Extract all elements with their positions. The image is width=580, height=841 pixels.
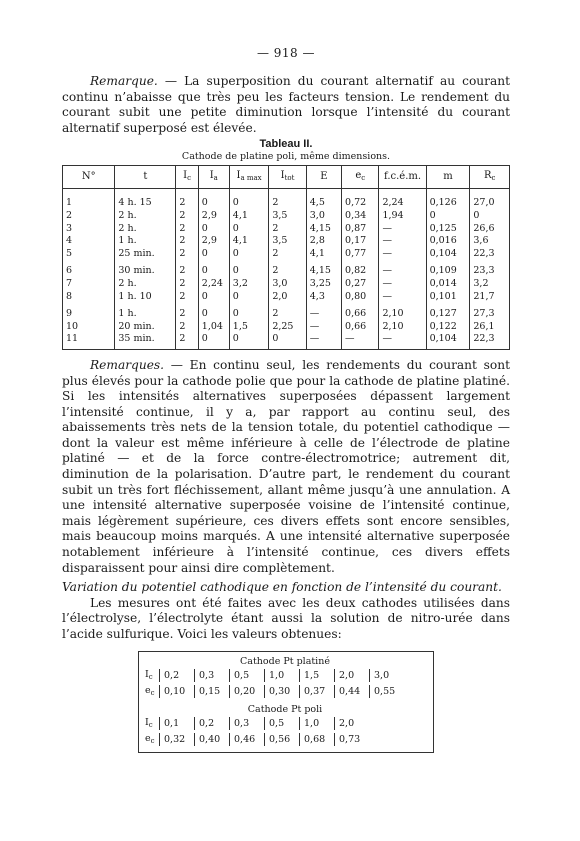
table-cell: 23,3: [470, 260, 510, 278]
table-cell: 4,1: [229, 235, 269, 248]
table-cell: 2: [176, 291, 198, 304]
ec-caption-poli: Cathode Pt poli: [247, 703, 323, 715]
table-cell: 0: [198, 260, 229, 278]
table-row: [63, 303, 510, 321]
table-cell: —: [379, 333, 426, 349]
table-cell: 2: [269, 223, 306, 236]
table-cell: 3,5: [269, 210, 306, 223]
ec-value: 0,68: [299, 733, 334, 746]
table-cell: 2: [176, 223, 198, 236]
table-cell: 26,6: [470, 223, 510, 236]
remark-label: Remarque.: [90, 74, 158, 88]
table-cell: 0,27: [342, 278, 379, 291]
table-cell: 0,72: [342, 189, 379, 210]
ec-value: 1,0: [299, 717, 334, 730]
table-cell: 0,125: [426, 223, 470, 236]
table-cell: 0,87: [342, 223, 379, 236]
table-cell: 0,104: [426, 248, 470, 261]
table-cell: 21,7: [470, 291, 510, 304]
table-cell: 26,1: [470, 321, 510, 334]
remarks-text: — En continu seul, les rendements du courant sont plus élevés pour la cathode polie que pour la cathode de platine platiné. Si les intensités alternatives superposées dépassent largement l’intensité continue, il y a, par rapport au continu seul, des abaissements très nets de la tension totale, du potentiel cathodique — dont la valeur est même inférieure à celle de l’électrode de platine platiné — et de la force contre-électromotrice; autrement dit, diminution de la polarisation. D’autre part, le rendement du courant subit un très fort fléchissement, allant même jusqu’à une annulation. A une intensité alternative superposée voisine de l’intensité continue, mais légèrement supérieure, ces divers effets sont encore sensibles, mais beaucoup moins marqués. A une intensité alternative superposée notablement inférieure à l’intensité continue, ces divers effets disparaissent pour ainsi dire complètement.: [62, 357, 510, 575]
table-cell: 2,9: [198, 235, 229, 248]
table-cell: 2: [269, 260, 306, 278]
table-row: [63, 260, 510, 278]
table-cell: 3,5: [269, 235, 306, 248]
table-2: [62, 165, 510, 350]
table-cell: 20 min.: [115, 321, 176, 334]
table-cell: 2 h.: [115, 223, 176, 236]
table-row: [63, 210, 510, 223]
col-header-itot: $I_{tot}$: [269, 166, 306, 189]
page: [62, 46, 510, 753]
table-cell: 2: [269, 303, 306, 321]
table-cell: —: [379, 260, 426, 278]
ec-label-ic: $I_c$: [145, 668, 153, 681]
ec-label-ec: $e_c$: [145, 684, 155, 697]
table-cell: 3,25: [306, 278, 341, 291]
table-cell: 2,24: [379, 189, 426, 210]
table-cell: 2: [176, 333, 198, 349]
table-cell: 4,15: [306, 223, 341, 236]
table-row: [63, 291, 510, 304]
table-cell: 2 h.: [115, 210, 176, 223]
table-cell: 2: [176, 189, 198, 210]
table-cell: 2: [63, 210, 115, 223]
table-cell: 0: [229, 260, 269, 278]
table-cell: 0,34: [342, 210, 379, 223]
col-header-ia: $I_a$: [198, 166, 229, 189]
table-cell: 2,25: [269, 321, 306, 334]
col-header-ic: $I_c$: [176, 166, 198, 189]
table-cell: 0,66: [342, 303, 379, 321]
table-cell: 4,1: [229, 210, 269, 223]
table-cell: 2: [176, 260, 198, 278]
table-cell: 2: [269, 248, 306, 261]
ec-value: 2,0: [334, 669, 369, 682]
table-cell: —: [379, 248, 426, 261]
table-cell: 1,04: [198, 321, 229, 334]
col-header-e: E: [306, 166, 341, 189]
table-cell: 1 h.: [115, 235, 176, 248]
table-cell: 3,2: [470, 278, 510, 291]
table-cell: 0: [426, 210, 470, 223]
table-row: [63, 321, 510, 334]
table-header-row: [63, 166, 510, 189]
table-cell: 1: [63, 189, 115, 210]
table-cell: 1 h.: [115, 303, 176, 321]
table-row: [63, 189, 510, 210]
col-header-fcem: f.c.é.m.: [379, 166, 426, 189]
table-cell: 35 min.: [115, 333, 176, 349]
ec-value: 0,5: [264, 717, 299, 730]
ec-value: 0,3: [194, 669, 229, 682]
table-cell: 0,014: [426, 278, 470, 291]
ec-value: 0,46: [229, 733, 264, 746]
table-cell: 4 h. 15: [115, 189, 176, 210]
table-cell: 0: [229, 189, 269, 210]
table-cell: 0,109: [426, 260, 470, 278]
table-cell: 0,17: [342, 235, 379, 248]
table-caption: Cathode de platine poli, même dimensions.: [181, 151, 391, 163]
table-cell: 4: [63, 235, 115, 248]
table-cell: 2: [176, 210, 198, 223]
ec-value: 0,32: [159, 733, 194, 746]
ec-label-ec: $e_c$: [145, 732, 155, 745]
table-cell: —: [379, 235, 426, 248]
table-cell: 5: [63, 248, 115, 261]
ec-value: 0,1: [159, 717, 194, 730]
ec-label-ic: $I_c$: [145, 716, 153, 729]
table-cell: 27,0: [470, 189, 510, 210]
table-cell: —: [306, 303, 341, 321]
table-row: [63, 333, 510, 349]
table-cell: 3,2: [229, 278, 269, 291]
table-cell: 0: [198, 291, 229, 304]
table-cell: 0: [198, 223, 229, 236]
ec-row-poli-ec: [145, 732, 425, 748]
table-cell: 2,8: [306, 235, 341, 248]
table-body: [63, 189, 510, 350]
table-cell: —: [306, 321, 341, 334]
table-cell: 8: [63, 291, 115, 304]
page-number: — 918 —: [256, 46, 316, 60]
ec-value: 0,15: [194, 685, 229, 698]
table-cell: —: [379, 223, 426, 236]
table-cell: 0: [229, 223, 269, 236]
ec-value: 0,55: [369, 685, 404, 698]
ec-value: 0,73: [334, 733, 369, 746]
remark-paragraph-1: [62, 74, 510, 136]
table-cell: 4,3: [306, 291, 341, 304]
table-cell: 2,10: [379, 321, 426, 334]
table-row: [63, 248, 510, 261]
table-cell: 0,104: [426, 333, 470, 349]
table-cell: 0,016: [426, 235, 470, 248]
table-cell: 4,5: [306, 189, 341, 210]
table-cell: 0: [229, 291, 269, 304]
ec-value: 1,0: [264, 669, 299, 682]
table-cell: 0,77: [342, 248, 379, 261]
table-cell: 22,3: [470, 248, 510, 261]
table-cell: 2: [176, 321, 198, 334]
table-cell: 0,127: [426, 303, 470, 321]
table-cell: 2: [176, 248, 198, 261]
table-cell: 9: [63, 303, 115, 321]
table-cell: 2 h.: [115, 278, 176, 291]
section-text: Les mesures ont été faites avec les deux cathodes utilisées dans l’électrolyse, l’électrolyte étant aussi la solution de nitro-urée dans l’acide sulfurique. Voici les valeurs obtenues:: [62, 595, 510, 641]
ec-value: 0,37: [299, 685, 334, 698]
table-cell: 2,0: [269, 291, 306, 304]
table-cell: —: [379, 278, 426, 291]
table-cell: 0,122: [426, 321, 470, 334]
col-header-rc: $R_c$: [470, 166, 510, 189]
table-cell: 0,66: [342, 321, 379, 334]
table-cell: 7: [63, 278, 115, 291]
col-header-no: N°: [63, 166, 115, 189]
table-cell: 1,94: [379, 210, 426, 223]
table-cell: 2: [269, 189, 306, 210]
ec-row-platine-ic: [145, 668, 425, 684]
ec-value: 0,5: [229, 669, 264, 682]
table-cell: 1,5: [229, 321, 269, 334]
table-cell: 10: [63, 321, 115, 334]
table-row: [63, 278, 510, 291]
ec-value: 3,0: [369, 669, 404, 682]
table-cell: 0,126: [426, 189, 470, 210]
col-header-iamax: $I_{a max}$: [229, 166, 269, 189]
table-cell: 3,6: [470, 235, 510, 248]
table-cell: —: [379, 291, 426, 304]
table-cell: 0: [198, 189, 229, 210]
table-cell: 0: [229, 333, 269, 349]
table-cell: 0: [198, 333, 229, 349]
table-cell: —: [306, 333, 341, 349]
table-cell: 22,3: [470, 333, 510, 349]
ec-value: 0,3: [229, 717, 264, 730]
ec-caption-platine: Cathode Pt platiné: [240, 655, 330, 667]
table-cell: 6: [63, 260, 115, 278]
table-row: [63, 223, 510, 236]
table-cell: 0: [198, 248, 229, 261]
table-cell: 30 min.: [115, 260, 176, 278]
col-header-ec: $e_c$: [342, 166, 379, 189]
table-cell: 0,101: [426, 291, 470, 304]
table-cell: 3,0: [269, 278, 306, 291]
remarks-paragraph: [62, 358, 510, 576]
table-cell: 0: [229, 303, 269, 321]
ec-value: 2,0: [334, 717, 369, 730]
col-header-t: t: [115, 166, 176, 189]
table-cell: 2,24: [198, 278, 229, 291]
ec-value: 0,40: [194, 733, 229, 746]
table-cell: 4,1: [306, 248, 341, 261]
table-cell: 11: [63, 333, 115, 349]
col-header-m: m: [426, 166, 470, 189]
table-row: [63, 235, 510, 248]
ec-value: 0,2: [159, 669, 194, 682]
table-cell: 0,80: [342, 291, 379, 304]
table-cell: 3,0: [306, 210, 341, 223]
table-cell: 25 min.: [115, 248, 176, 261]
table-cell: —: [342, 333, 379, 349]
table-title: Tableau II.: [259, 138, 313, 151]
table-cell: 2: [176, 235, 198, 248]
table-cell: 4,15: [306, 260, 341, 278]
ec-value: 0,10: [159, 685, 194, 698]
table-cell: 1 h. 10: [115, 291, 176, 304]
table-cell: 0: [229, 248, 269, 261]
remark-text: — La superposition du courant alternatif au courant continu n’abaisse que très peu les facteurs tension. Le rendement du courant subit une petite diminution lorsque l’intensité du courant alternatif superposé est élevée.: [62, 74, 510, 135]
ec-table: [138, 651, 434, 753]
table-cell: 2: [176, 303, 198, 321]
ec-value: 0,56: [264, 733, 299, 746]
table-cell: 27,3: [470, 303, 510, 321]
table-cell: 0: [269, 333, 306, 349]
ec-row-poli-ic: [145, 716, 425, 732]
table-cell: 0: [198, 303, 229, 321]
table-cell: 3: [63, 223, 115, 236]
table-cell: 0: [470, 210, 510, 223]
ec-row-platine-ec: [145, 684, 425, 700]
table-cell: 2: [176, 278, 198, 291]
ec-value: 0,20: [229, 685, 264, 698]
table-cell: 2,10: [379, 303, 426, 321]
section-heading: Variation du potentiel cathodique en fonction de l’intensité du courant.: [62, 580, 502, 595]
table-cell: 0,82: [342, 260, 379, 278]
ec-value: 0,30: [264, 685, 299, 698]
table-cell: 2,9: [198, 210, 229, 223]
remarks-label: Remarques.: [90, 357, 165, 372]
ec-value: 1,5: [299, 669, 334, 682]
ec-value: 0,44: [334, 685, 369, 698]
ec-value: 0,2: [194, 717, 229, 730]
